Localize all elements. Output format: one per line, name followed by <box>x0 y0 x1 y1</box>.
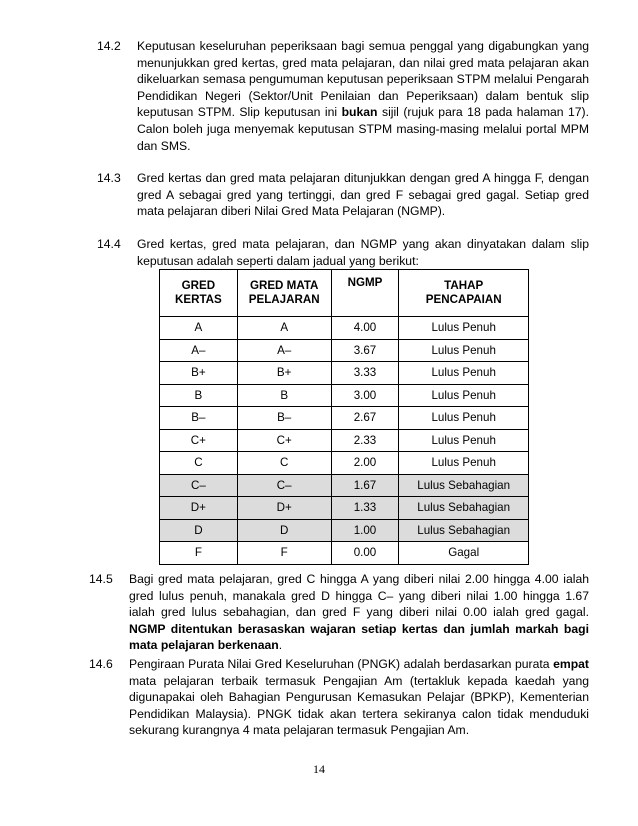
section-14-3 <box>97 170 589 220</box>
cell-tahap-pencapaian: Lulus Penuh <box>399 317 529 340</box>
emphasis-empat: empat <box>553 657 589 671</box>
table-row <box>160 384 529 407</box>
grade-table <box>159 269 529 565</box>
table-row <box>160 497 529 520</box>
cell-gred-mata-pelajaran: C+ <box>237 429 331 452</box>
section-text <box>129 571 589 654</box>
header-gred-kertas: GRED KERTAS <box>160 270 238 317</box>
cell-tahap-pencapaian: Lulus Sebahagian <box>399 497 529 520</box>
cell-ngmp: 1.33 <box>331 497 399 520</box>
cell-gred-mata-pelajaran: F <box>237 542 331 565</box>
cell-gred-kertas: B– <box>160 407 238 430</box>
section-number: 14.5 <box>89 572 113 586</box>
cell-gred-mata-pelajaran: C <box>237 452 331 475</box>
cell-tahap-pencapaian: Lulus Penuh <box>399 452 529 475</box>
section-14-4 <box>97 236 589 269</box>
section-text-part: Keputusan keseluruhan peperiksaan bagi semua penggal yang digabungkan yang menunjukkan gred kertas, gred mata pelajaran, dan nilai gred mata pelajaran akan dikeluarkan semasa pengumuman keputusan peperiksaan STPM melalui Pengarah Pendidikan Negeri (Sektor/Unit Penilaian dan Peperiksaan) dalam bentuk slip keputusan STPM. Slip keputusan ini <box>137 39 589 120</box>
section-text-part: sijil (rujuk para 18 pada halaman 17). Calon boleh juga menyemak keputusan STPM masing-masing melalui portal MPM dan SMS. <box>137 105 590 153</box>
cell-gred-kertas: C <box>160 452 238 475</box>
cell-gred-mata-pelajaran: A– <box>237 339 331 362</box>
table-row <box>160 542 529 565</box>
cell-gred-mata-pelajaran: B <box>237 384 331 407</box>
table-row <box>160 339 529 362</box>
cell-tahap-pencapaian: Lulus Penuh <box>399 429 529 452</box>
section-text <box>129 656 589 739</box>
cell-ngmp: 1.67 <box>331 474 399 497</box>
cell-ngmp: 2.00 <box>331 452 399 475</box>
cell-gred-kertas: C– <box>160 474 238 497</box>
cell-gred-mata-pelajaran: C– <box>237 474 331 497</box>
cell-gred-kertas: A <box>160 317 238 340</box>
table-row <box>160 429 529 452</box>
section-number: 14.3 <box>97 171 121 185</box>
cell-gred-kertas: D+ <box>160 497 238 520</box>
cell-ngmp: 3.00 <box>331 384 399 407</box>
cell-ngmp: 1.00 <box>331 519 399 542</box>
header-gred-mata-pelajaran: GRED MATA PELAJARAN <box>237 270 331 317</box>
table-row <box>160 407 529 430</box>
section-number: 14.6 <box>89 657 113 671</box>
page-number: 14 <box>313 762 325 776</box>
section-text-part: Pengiraan Purata Nilai Gred Keseluruhan (PNGK) adalah berdasarkan purata <box>129 657 554 671</box>
section-14-6 <box>89 656 589 739</box>
header-tahap-pencapaian: TAHAP PENCAPAIAN <box>399 270 529 317</box>
cell-gred-kertas: A– <box>160 339 238 362</box>
cell-gred-mata-pelajaran: D <box>237 519 331 542</box>
cell-gred-mata-pelajaran: B+ <box>237 362 331 385</box>
section-number: 14.2 <box>97 39 121 53</box>
table-row <box>160 317 529 340</box>
cell-ngmp: 3.33 <box>331 362 399 385</box>
cell-gred-kertas: B+ <box>160 362 238 385</box>
table-row <box>160 362 529 385</box>
table-header-row <box>160 270 529 317</box>
cell-ngmp: 2.67 <box>331 407 399 430</box>
cell-tahap-pencapaian: Lulus Penuh <box>399 362 529 385</box>
section-text: Gred kertas, gred mata pelajaran, dan NGMP yang akan dinyatakan dalam slip keputusan adalah seperti dalam jadual yang berikut: <box>137 237 589 268</box>
cell-gred-mata-pelajaran: B– <box>237 407 331 430</box>
table-row <box>160 519 529 542</box>
cell-ngmp: 4.00 <box>331 317 399 340</box>
emphasis-bukan: bukan <box>341 105 378 120</box>
cell-gred-kertas: C+ <box>160 429 238 452</box>
section-14-2 <box>97 38 590 154</box>
cell-tahap-pencapaian: Lulus Sebahagian <box>399 474 529 497</box>
cell-tahap-pencapaian: Lulus Penuh <box>399 407 529 430</box>
cell-tahap-pencapaian: Lulus Penuh <box>399 339 529 362</box>
cell-ngmp: 2.33 <box>331 429 399 452</box>
section-number: 14.4 <box>97 237 121 251</box>
cell-ngmp: 0.00 <box>331 542 399 565</box>
table-row <box>160 452 529 475</box>
header-ngmp: NGMP <box>331 270 399 317</box>
section-text-part: mata pelajaran terbaik termasuk Pengajian Am (tertakluk kepada kaedah yang digunapakai oleh Bahagian Pengurusan Kemasukan Pelajar (BPKP), Kementerian Pendidikan Malaysia). PNGK tidak akan tertera sekiranya calon tidak menduduki sekurang kurangnya 4 mata pelajaran termasuk Pengajian Am. <box>129 673 589 738</box>
section-text-part: . <box>278 638 283 653</box>
cell-gred-kertas: F <box>160 542 238 565</box>
cell-gred-kertas: B <box>160 384 238 407</box>
cell-tahap-pencapaian: Gagal <box>399 542 529 565</box>
section-text: Gred kertas dan gred mata pelajaran ditunjukkan dengan gred A hingga F, dengan gred A sebagai gred yang tertinggi, dan gred F sebagai gred gagal. Setiap gred mata pelajaran diberi Nilai Gred Mata Pelajaran (NGMP). <box>137 171 589 219</box>
emphasis-ngmp: NGMP ditentukan berasaskan wajaran setiap kertas dan jumlah markah bagi mata pelajaran berkenaan <box>129 621 589 653</box>
section-text <box>137 38 589 154</box>
table-row <box>160 474 529 497</box>
cell-gred-mata-pelajaran: D+ <box>237 497 331 520</box>
cell-gred-mata-pelajaran: A <box>237 317 331 340</box>
cell-tahap-pencapaian: Lulus Sebahagian <box>399 519 529 542</box>
cell-ngmp: 3.67 <box>331 339 399 362</box>
cell-tahap-pencapaian: Lulus Penuh <box>399 384 529 407</box>
section-text-part: Bagi gred mata pelajaran, gred C hingga A yang diberi nilai 2.00 hingga 4.00 ialah gred lulus penuh, manakala gred D hingga C– yang diberi nilai 1.00 hingga 1.67 ialah gred lulus sebahagian, dan gred F yang diberi nilai 0.00 ialah gred gagal. <box>129 572 589 620</box>
cell-gred-kertas: D <box>160 519 238 542</box>
section-14-5 <box>89 571 589 654</box>
